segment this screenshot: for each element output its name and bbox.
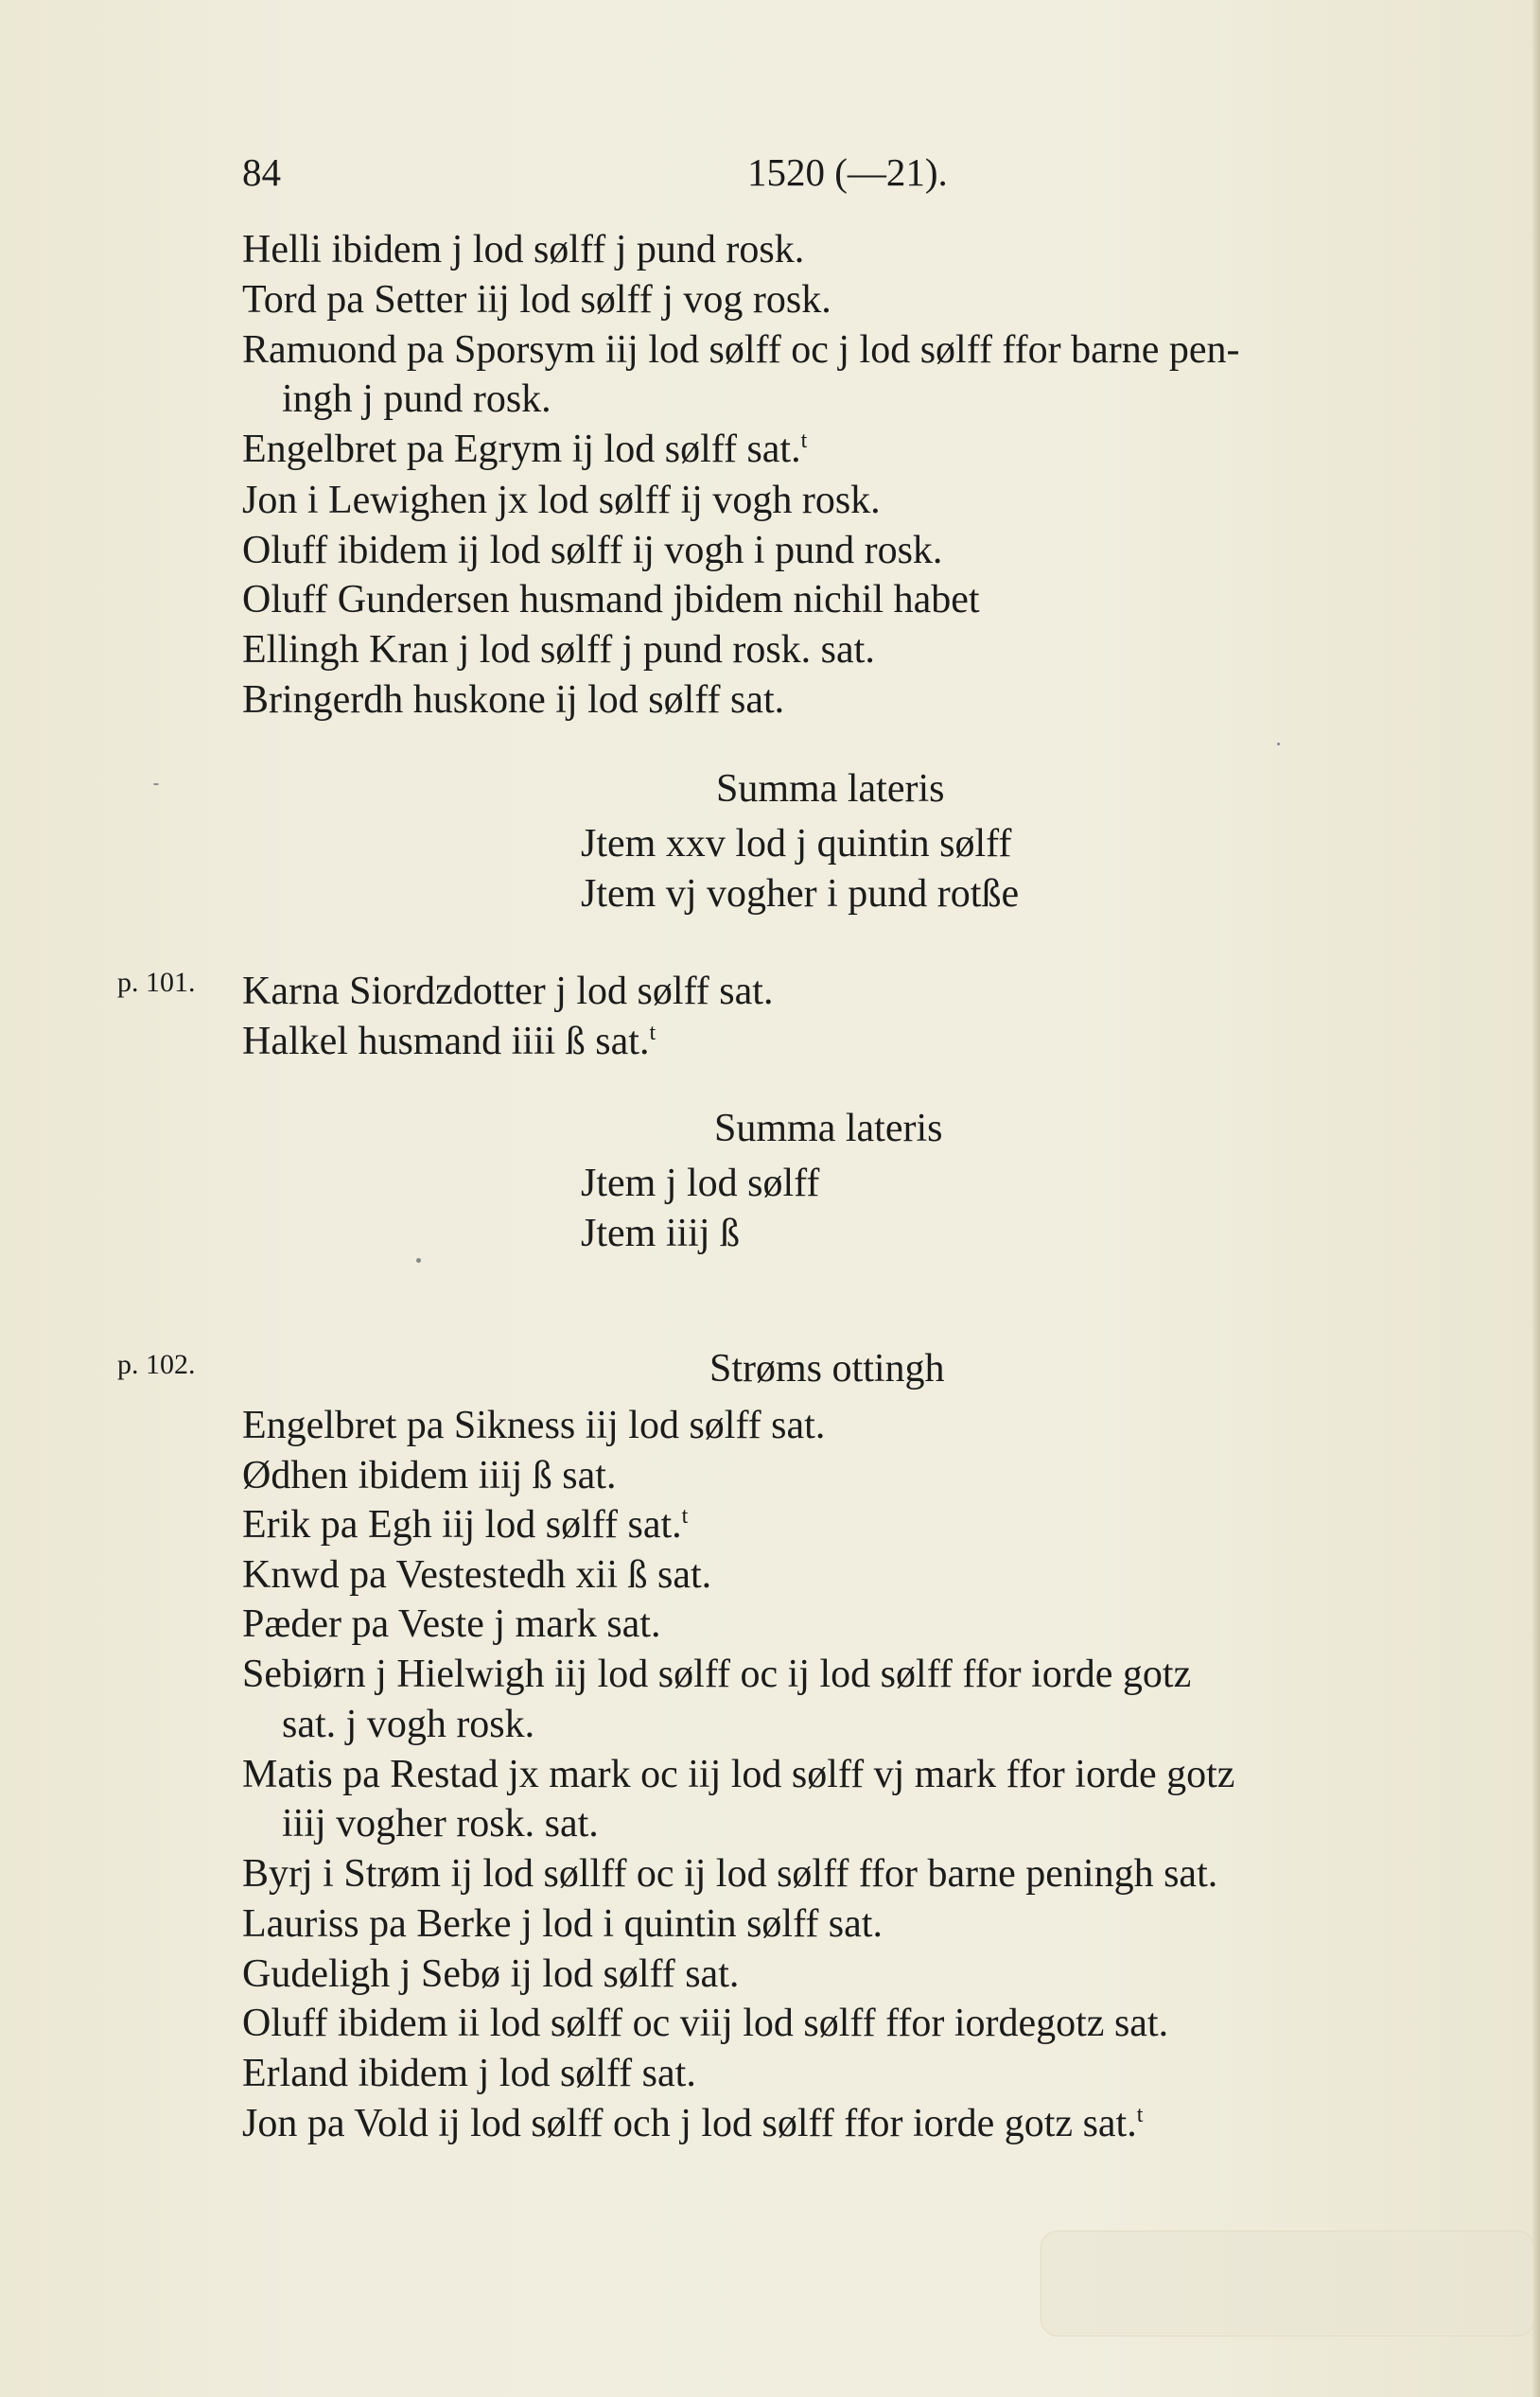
text-line: Byrj i Strøm ij lod søllff oc ij lod sølff ffor barne peningh sat.: [242, 1852, 1218, 1896]
summa-title: Summa lateris: [714, 1107, 943, 1150]
text-line: Engelbret pa Sikness iij lod sølff sat.: [242, 1404, 826, 1447]
footnote-mark: t: [1136, 2103, 1144, 2127]
text-line: Bringerdh huskone ij lod sølff sat.: [242, 678, 785, 722]
text-line: sat. j vogh rosk.: [282, 1703, 535, 1746]
margin-page-note: p. 102.: [117, 1349, 196, 1380]
text-line: Tord pa Setter iij lod sølff j vog rosk.: [242, 278, 831, 322]
text-line: Karna Siordzdotter j lod sølff sat.: [242, 970, 774, 1013]
text-line: Ramuond pa Sporsym iij lod sølff oc j lod sølff ffor barne pen-: [242, 328, 1240, 372]
text-line: Oluff ibidem ii lod sølff oc viij lod sølff ffor iordegotz sat.: [242, 2002, 1169, 2045]
text-line: Jon i Lewighen jx lod sølff ij vogh rosk.: [242, 479, 881, 522]
text-line: Erland ibidem j lod sølff sat.: [242, 2052, 696, 2095]
page-header: [0, 149, 1540, 206]
summa-line: Jtem vj vogher i pund rotße: [581, 872, 1020, 916]
text-line: Jon pa Vold ij lod sølff och j lod sølff ffor iorde gotz sat.$^t$: [242, 2102, 1144, 2145]
text-line: Oluff ibidem ij lod sølff ij vogh i pund rosk.: [242, 529, 943, 572]
text-line: Ellingh Kran j lod sølff j pund rosk. sat.: [242, 628, 875, 672]
page-number: 84: [242, 150, 281, 194]
footnote-mark: t: [681, 1504, 689, 1529]
section-heading: Strøms ottingh: [709, 1347, 945, 1391]
running-title: 1520 (—21).: [747, 150, 948, 194]
text-line: iiij vogher rosk. sat.: [282, 1802, 599, 1846]
text-line: Sebiørn j Hielwigh iij lod sølff oc ij lod sølff ffor iorde gotz: [242, 1653, 1192, 1696]
text-line: Knwd pa Vestestedh xii ß sat.: [242, 1553, 712, 1597]
footnote-mark: t: [649, 1021, 656, 1045]
margin-page-note: p. 101.: [117, 967, 196, 998]
text-line: Oluff Gundersen husmand jbidem nichil habet: [242, 578, 980, 621]
text-line: Halkel husmand iiii ß sat.$^t$: [242, 1020, 656, 1063]
text-line: Gudeligh j Sebø ij lod sølff sat.: [242, 1952, 740, 1996]
text-line: Ødhen ibidem iiij ß sat.: [242, 1454, 617, 1497]
paper-speck: [1277, 743, 1280, 745]
text-line: ingh j pund rosk.: [282, 377, 551, 421]
footnote-mark: t: [800, 429, 808, 453]
summa-title: Summa lateris: [716, 767, 945, 811]
text-line: Erik pa Egh iij lod sølff sat.$^t$: [242, 1503, 689, 1547]
summa-line: Jtem xxv lod j quintin sølff: [581, 822, 1012, 866]
text-line: Lauriss pa Berke j lod i quintin sølff sat.: [242, 1902, 883, 1946]
paper-speck: [416, 1258, 421, 1263]
text-line: Matis pa Restad jx mark oc iij lod sølff vj mark ffor iorde gotz: [242, 1753, 1235, 1796]
text-line: Helli ibidem j lod sølff j pund rosk.: [242, 228, 805, 271]
faint-stamp-mark: [1041, 2231, 1534, 2336]
text-line: Pæder pa Veste j mark sat.: [242, 1602, 661, 1646]
text-line: Engelbret pa Egrym ij lod sølff sat.$^t$: [242, 428, 808, 471]
summa-line: Jtem iiij ß: [581, 1212, 740, 1255]
page-edge: [1532, 0, 1540, 2397]
summa-line: Jtem j lod sølff: [581, 1162, 820, 1205]
paper-speck: [153, 783, 159, 785]
